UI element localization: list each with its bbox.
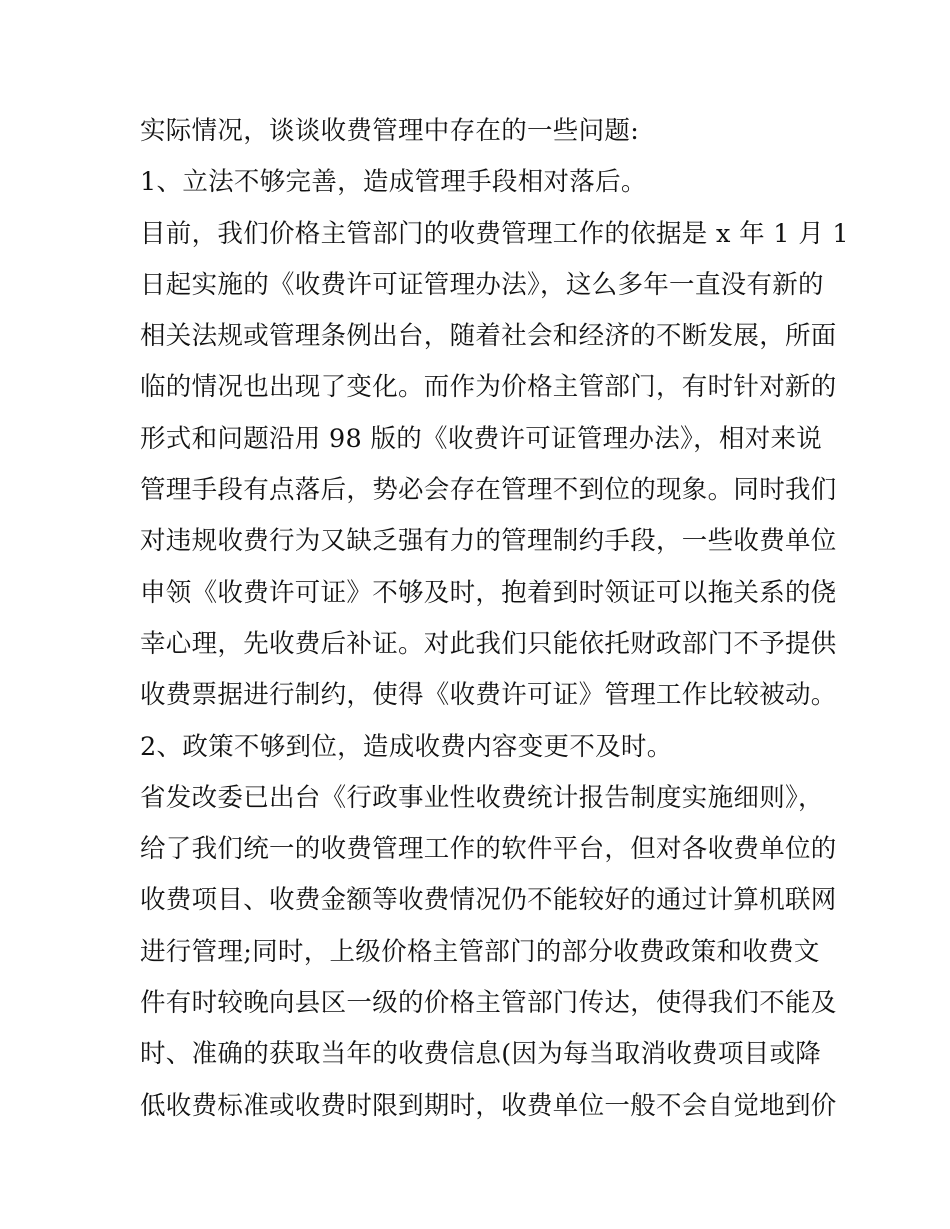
text-line-10: 申领《收费许可证》不够及时，抱着到时领证可以拖关系的侥	[140, 577, 837, 608]
document-body	[140, 106, 849, 1132]
text-line-13: 2、政策不够到位，造成收费内容变更不及时。	[140, 731, 673, 762]
text-line-18: 件有时较晚向县区一级的价格主管部门传达，使得我们不能及	[140, 988, 837, 1019]
text-line-6: 临的情况也出现了变化。而作为价格主管部门，有时针对新的	[140, 372, 837, 403]
text-line-17: 进行管理;同时，上级价格主管部门的部分收费政策和收费文	[140, 936, 820, 967]
text-line-9: 对违规收费行为又缺乏强有力的管理制约手段，一些收费单位	[140, 526, 837, 557]
text-line-15: 给了我们统一的收费管理工作的软件平台，但对各收费单位的	[140, 834, 837, 865]
text-line-11: 幸心理，先收费后补证。对此我们只能依托财政部门不予提供	[140, 628, 837, 659]
text-line-3: 目前，我们价格主管部门的收费管理工作的依据是 x 年 1 月 1	[140, 218, 849, 249]
text-line-12: 收费票据进行制约，使得《收费许可证》管理工作比较被动。	[140, 680, 837, 711]
text-line-2: 1、立法不够完善，造成管理手段相对落后。	[140, 167, 647, 198]
text-line-16: 收费项目、收费金额等收费情况仍不能较好的通过计算机联网	[140, 885, 837, 916]
text-line-20: 低收费标准或收费时限到期时，收费单位一般不会自觉地到价	[140, 1090, 837, 1121]
text-line-19: 时、准确的获取当年的收费信息(因为每当取消收费项目或降	[140, 1039, 822, 1070]
text-line-5: 相关法规或管理条例出台，随着社会和经济的不断发展，所面	[140, 321, 837, 352]
text-line-7: 形式和问题沿用 98 版的《收费许可证管理办法》，相对来说	[140, 423, 823, 454]
text-line-8: 管理手段有点落后，势必会存在管理不到位的现象。同时我们	[140, 475, 837, 506]
text-line-4: 日起实施的《收费许可证管理办法》，这么多年一直没有新的	[140, 269, 824, 300]
text-line-1: 实际情况，谈谈收费管理中存在的一些问题:	[140, 116, 640, 146]
text-line-14: 省发改委已出台《行政事业性收费统计报告制度实施细则》，	[140, 782, 824, 813]
